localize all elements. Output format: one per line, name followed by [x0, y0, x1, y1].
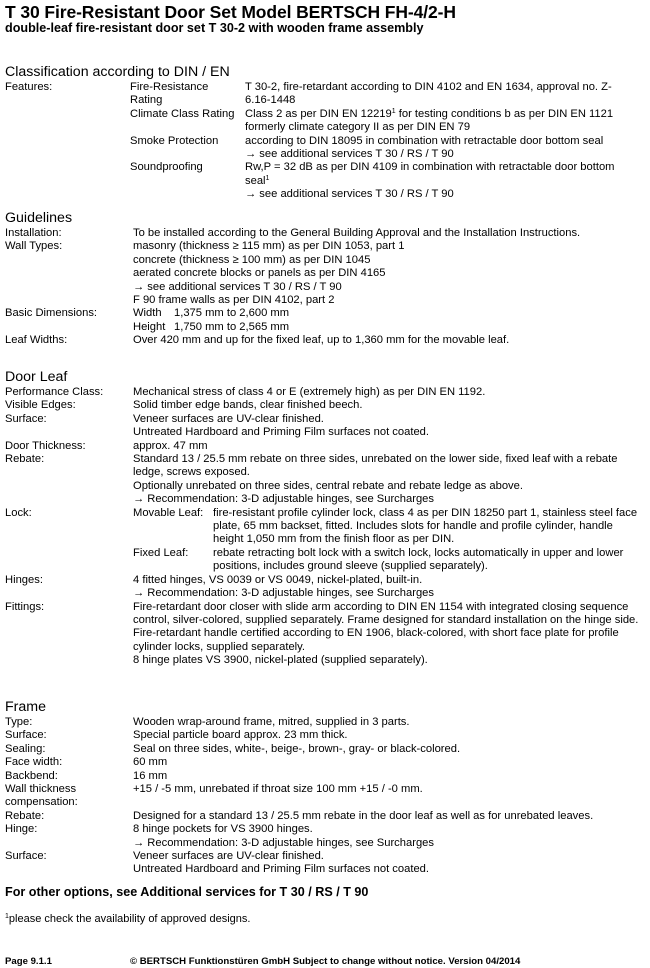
row-label: Surface: [5, 412, 47, 425]
recommendation-link: → Recommendation: 3-D adjustable hinges, see Surcharges [133, 493, 434, 506]
row-label: Hinges: [5, 573, 43, 586]
frame-face-width-row [5, 756, 650, 769]
lock-type: Movable Leaf: [133, 506, 204, 519]
hinges-row [5, 574, 650, 601]
other-options-note: For other options, see Additional services for T 30 / RS / T 90 [5, 885, 369, 899]
row-value: To be installed according to the General Building Approval and the Installation Instructions. [133, 227, 581, 239]
frame-type-row [5, 716, 650, 729]
row-value: approx. 47 mm [133, 439, 208, 452]
row-value: Untreated Hardboard and Priming Film surfaces not coated. [133, 426, 429, 439]
feature-value: Class 2 as per DIN EN 12219 [245, 107, 392, 120]
see-additional-link: → see additional services T 30 / RS / T 90 [245, 188, 454, 201]
feature-climate-class [130, 108, 642, 135]
row-label: Wall Types: [5, 240, 63, 253]
leaf-widths-row [5, 334, 650, 347]
frame-sealing-row [5, 743, 650, 756]
page-number: Page 9.1.1 [5, 956, 52, 967]
surface-row [5, 413, 650, 440]
feature-soundproofing [130, 161, 642, 201]
wall-types-row [5, 240, 650, 307]
frame-surface2-row [5, 850, 650, 877]
row-value: Veneer surfaces are UV-clear finished. [133, 412, 324, 425]
dimension-name: Width [133, 307, 162, 320]
fittings-row [5, 601, 650, 668]
row-value: Wooden wrap-around frame, mitred, supplied in 3 parts. [133, 716, 410, 728]
row-label: Visible Edges: [5, 399, 76, 412]
guidelines-section [5, 210, 650, 348]
row-label: Installation: [5, 227, 62, 239]
guidelines-heading: Guidelines [5, 210, 73, 226]
footnote-mark: 1 [391, 107, 396, 115]
door-leaf-heading: Door Leaf [5, 369, 68, 385]
row-label: Door Thickness: [5, 439, 86, 452]
feature-smoke-protection [130, 135, 642, 162]
row-label: Rebate: [5, 453, 45, 466]
row-value: 8 hinge plates VS 3900, nickel-plated (supplied separately). [133, 654, 428, 667]
row-label: Wall thickness compensation: [5, 783, 78, 809]
row-label: Surface: [5, 850, 47, 863]
frame-section [5, 699, 650, 877]
row-label: Face width: [5, 756, 63, 769]
dimension-value: 1,375 mm to 2,600 mm [174, 307, 290, 320]
row-value: Over 420 mm and up for the fixed leaf, up to 1,360 mm for the movable leaf. [133, 334, 510, 347]
footnote-mark: 1 [5, 913, 9, 920]
wall-type: masonry (thickness ≥ 115 mm) as per DIN 1053, part 1 [133, 240, 405, 253]
row-value: 8 hinge pockets for VS 3900 hinges. [133, 823, 313, 836]
frame-hinge-row [5, 823, 650, 850]
wall-type: aerated concrete blocks or panels as per DIN 4165 [133, 267, 386, 280]
document-subtitle: double-leaf fire-resistant door set T 30-2 with wooden frame assembly [5, 21, 424, 35]
frame-heading: Frame [5, 699, 46, 715]
row-value: Fire-retardant door closer with slide arm according to DIN EN 1154 with integrated closing sequence control, silver-colored, supplied separately. Frame designed for standard installation on the hinge side. [133, 600, 639, 626]
row-label: Rebate: [5, 809, 45, 822]
row-label: Lock: [5, 506, 32, 519]
row-value: Seal on three sides, white-, beige-, brown-, gray- or black-colored. [133, 742, 461, 755]
row-value: Standard 13 / 25.5 mm rebate on three sides, unrebated on the lower side, fixed leaf with a rebate ledge, screws exposed. [133, 453, 618, 479]
feature-value: formerly climate category II as per DIN EN 79 [245, 121, 471, 134]
row-value: Mechanical stress of class 4 or E (extremely high) as per DIN EN 1192. [133, 386, 486, 398]
row-label: Type: [5, 716, 33, 728]
features-label: Features: [5, 81, 53, 93]
feature-value: according to DIN 18095 in combination with retractable door bottom seal [245, 134, 604, 147]
row-value: Special particle board approx. 23 mm thick. [133, 729, 348, 742]
frame-surface-row [5, 729, 650, 742]
dimension-value: 1,750 mm to 2,565 mm [174, 320, 290, 333]
feature-value: for testing conditions b as per DIN EN 1121 [398, 107, 614, 120]
copyright-notice: © BERTSCH Funktionstüren GmbH Subject to change without notice. Version 04/2014 [130, 956, 521, 967]
features-row [5, 81, 650, 202]
row-value: Designed for a standard 13 / 25.5 mm rebate in the door leaf as well as for unrebated leaves. [133, 809, 594, 822]
basic-dimensions-row [5, 307, 650, 334]
lock-fixed-leaf [133, 547, 646, 574]
recommendation-link: → Recommendation: 3-D adjustable hinges, see Surcharges [133, 836, 434, 849]
installation-row [5, 227, 650, 240]
wall-type: F 90 frame walls as per DIN 4102, part 2 [133, 294, 335, 307]
row-value: 60 mm [133, 756, 168, 769]
recommendation-link: → Recommendation: 3-D adjustable hinges, see Surcharges [133, 587, 434, 600]
lock-row [5, 507, 650, 574]
row-label: Performance Class: [5, 386, 104, 398]
row-value: 4 fitted hinges, VS 0039 or VS 0049, nickel-plated, built-in. [133, 573, 423, 586]
visible-edges-row [5, 399, 650, 412]
row-value: Solid timber edge bands, clear finished beech. [133, 399, 363, 412]
row-label: Backbend: [5, 769, 58, 782]
see-additional-link: → see additional services T 30 / RS / T 90 [133, 280, 342, 293]
row-value: Fire-retardant handle certified according to EN 1906, black-colored, with short face plate for profile cylinder locks, supplied separately. [133, 627, 619, 653]
lock-description: fire-resistant profile cylinder lock, class 4 as per DIN 18250 part 1, stainless steel face plate, 65 mm backset, fitted. Includes slots for handle and profile cylinder, handle height 1,050 mm from the finish floor as per DIN. [213, 506, 638, 546]
row-label: Fittings: [5, 600, 45, 613]
feature-name: Soundproofing [130, 161, 203, 174]
footnote-text: please check the availability of approved designs. [8, 913, 251, 925]
lock-movable-leaf [133, 507, 646, 547]
row-value: Untreated Hardboard and Priming Film surfaces not coated. [133, 863, 429, 876]
wall-type: concrete (thickness ≥ 100 mm) as per DIN 1045 [133, 253, 371, 266]
frame-backbend-row [5, 770, 650, 783]
feature-fire-resistance [130, 81, 642, 108]
row-value: 16 mm [133, 769, 168, 782]
row-label: Hinge: [5, 823, 38, 836]
feature-name: Climate Class Rating [130, 107, 235, 120]
footnote [5, 913, 250, 925]
row-label: Basic Dimensions: [5, 307, 98, 320]
performance-class-row [5, 386, 650, 399]
row-value: Veneer surfaces are UV-clear finished. [133, 850, 324, 863]
lock-type: Fixed Leaf: [133, 546, 189, 559]
see-additional-link: → see additional services T 30 / RS / T 90 [245, 148, 454, 161]
door-leaf-section [5, 369, 650, 668]
page-footer [5, 956, 521, 967]
frame-rebate-row [5, 810, 650, 823]
door-thickness-row [5, 440, 650, 453]
row-value: Optionally unrebated on three sides, central rebate and rebate ledge as above. [133, 479, 523, 492]
row-label: Surface: [5, 729, 47, 742]
row-label: Leaf Widths: [5, 334, 68, 347]
classification-heading: Classification according to DIN / EN [5, 64, 230, 80]
feature-name: Fire-Resistance Rating [130, 81, 209, 107]
lock-description: rebate retracting bolt lock with a switch lock, locks automatically in upper and lower positions, includes ground sleeve (supplied separately). [213, 546, 624, 573]
classification-section [5, 64, 650, 202]
feature-value: T 30-2, fire-retardant according to DIN 4102 and EN 1634, approval no. Z-6.16-1448 [245, 81, 612, 107]
feature-name: Smoke Protection [130, 134, 219, 147]
rebate-row [5, 453, 650, 507]
row-label: Sealing: [5, 742, 46, 755]
footnote-mark: 1 [265, 174, 270, 182]
dimension-name: Height [133, 320, 166, 333]
document-title: T 30 Fire-Resistant Door Set Model BERTSCH FH-4/2-H [5, 2, 456, 22]
row-value: +15 / -5 mm, unrebated if throat size 100 mm +15 / -0 mm. [133, 783, 423, 796]
feature-value: Rw,P = 32 dB as per DIN 4109 in combination with retractable door bottom seal [245, 161, 615, 187]
frame-wall-thickness-row [5, 783, 650, 810]
